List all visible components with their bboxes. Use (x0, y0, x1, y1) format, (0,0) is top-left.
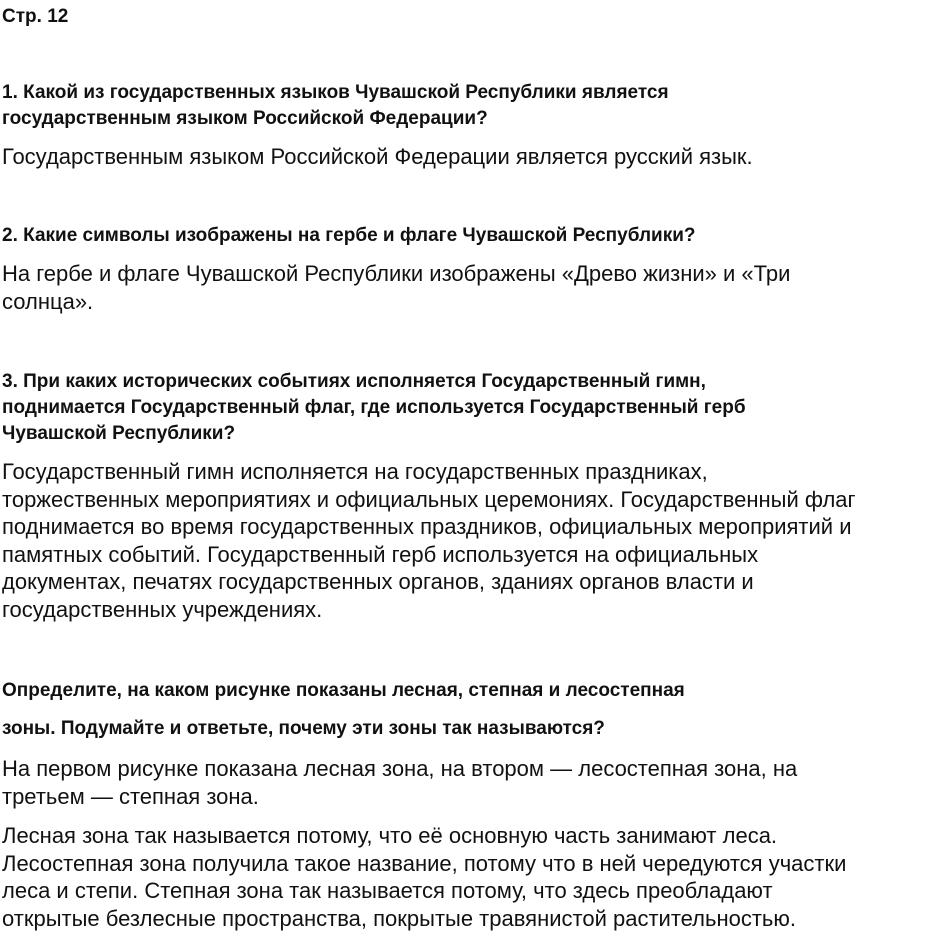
answer-4-explanation-line-2: Лесостепная зона получила такое название, потому что в ней чередуются участки (2, 850, 847, 876)
question-3-line-2: поднимается Государственный флаг, где используется Государственный герб (2, 397, 746, 418)
answer-3-line-6: государственных учреждениях. (2, 596, 323, 622)
question-3 (2, 369, 746, 447)
question-2-line-1: 2. Какие символы изображены на гербе и флаге Чувашской Республики? (2, 225, 696, 246)
question-1-line-2: государственным языком Российской Федерации? (2, 108, 488, 129)
answer-2-line-2: солнца». (2, 288, 94, 314)
answer-1 (2, 143, 753, 171)
answer-3-line-3: поднимается во время государственных праздников, официальных мероприятий и (2, 514, 852, 539)
question-1 (2, 80, 669, 132)
question-4-line-1: Определите, на каком рисунке показаны лесная, степная и лесостепная (2, 680, 685, 701)
answer-3-line-1: Государственный гимн исполняется на государственных праздниках, (2, 459, 708, 484)
answer-4-explanation-line-4: открытые безлесные пространства, покрытые травянистой растительностью. (2, 905, 796, 931)
answer-3-line-2: торжественных мероприятиях и официальных церемониях. Государственный флаг (2, 486, 856, 512)
answer-4-line-1: На первом рисунке показана лесная зона, на втором — лесостепная зона, на (2, 756, 798, 781)
answer-2-line-1: На гербе и флаге Чувашской Республики изображены «Древо жизни» и «Три (2, 261, 791, 286)
answer-4-line-2: третьем — степная зона. (2, 783, 259, 809)
answer-3-line-5: документах, печатях государственных органов, зданиях органов власти и (2, 569, 754, 594)
question-2 (2, 223, 696, 249)
answer-3-line-4: памятных событий. Государственный герб используется на официальных (2, 541, 759, 567)
answer-4-explanation (2, 822, 846, 932)
answer-1-line-1: Государственным языком Российской Федерации является русский язык. (2, 144, 753, 169)
question-1-line-1: 1. Какой из государственных языков Чувашской Республики является (2, 82, 669, 103)
answer-4 (2, 755, 797, 810)
answer-2 (2, 260, 790, 315)
answer-4-explanation-line-1: Лесная зона так называется потому, что её основную часть занимают леса. (2, 823, 778, 848)
question-4-line-2: зоны. Подумайте и ответьте, почему эти зоны так называются? (2, 718, 605, 739)
question-3-line-3: Чувашской Республики? (2, 423, 236, 444)
page-number-label: Стр. 12 (2, 6, 69, 27)
answer-4-explanation-line-3: леса и степи. Степная зона так называется потому, что здесь преобладают (2, 878, 773, 903)
answer-3 (2, 458, 856, 623)
question-3-line-1: 3. При каких исторических событиях исполняется Государственный гимн, (2, 371, 706, 392)
